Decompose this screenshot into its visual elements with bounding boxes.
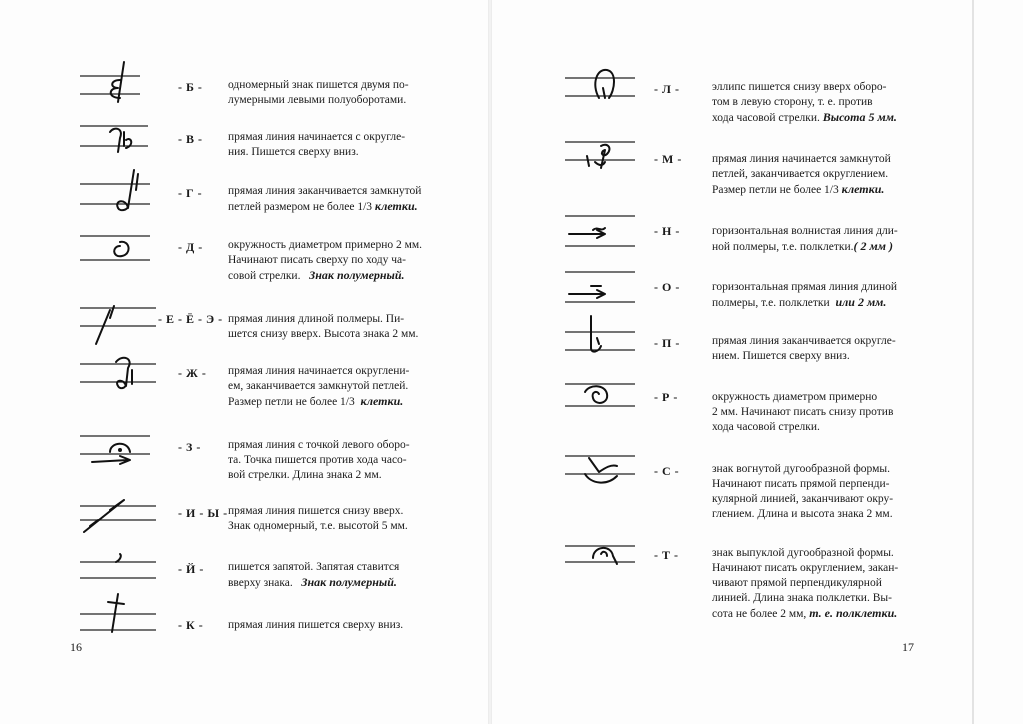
desc-k: прямая линия пишется сверху вниз. <box>228 619 404 631</box>
desc-r: окружность диаметром примерно 2 мм. Начинают писать снизу против хода часовой стрелки. <box>712 391 894 433</box>
letter-l: - Л - <box>654 82 680 96</box>
desc-i: прямая линия пишется снизу вверх. Знак одномерный, т.е. высотой 5 мм. <box>228 505 408 532</box>
letter-d: - Д - <box>178 240 203 254</box>
letter-k: - К - <box>178 618 204 632</box>
letter-g: - Г - <box>178 186 203 200</box>
sign-i <box>80 496 170 540</box>
sign-b <box>80 62 170 106</box>
desc-v: прямая линия начинается с округле- ния. Пишется сверху вниз. <box>228 131 406 158</box>
desc-s: знак вогнутой дугообразной формы. Начинают писать прямой перпенди- кулярной линией, заканчивают окру- глением. Длина и высота знака 2 мм. <box>712 463 894 520</box>
sign-t <box>565 534 655 578</box>
desc-d: окружность диаметром примерно 2 мм. Начинают писать сверху по ходу ча- совой стрелки. Знак полумерный. <box>228 239 423 282</box>
letter-r: - Р - <box>654 390 678 404</box>
sign-p <box>565 314 655 358</box>
sign-d <box>80 230 170 274</box>
letter-m: - М - <box>654 152 682 166</box>
desc-b: одномерный знак пишется двумя по- лумерными левыми полуоборотами. <box>228 79 409 106</box>
letter-s: - С - <box>654 464 680 478</box>
letter-t: - Т - <box>654 548 679 562</box>
desc-y: пишется запятой. Запятая ставится вверху знака. Знак полумерный. <box>228 561 400 589</box>
page-edge <box>972 0 974 724</box>
sign-z <box>80 430 170 474</box>
page-number-left: 16 <box>70 640 82 654</box>
sign-s <box>565 450 655 494</box>
letter-o: - О - <box>654 280 680 294</box>
sign-g <box>80 170 170 214</box>
sign-l <box>565 64 655 108</box>
sign-zh <box>80 352 170 396</box>
desc-g: прямая линия заканчивается замкнутой петлей размером не более 1/3 клетки. <box>228 185 422 213</box>
desc-e: прямая линия длиной полмеры. Пи- шется снизу вверх. Высота знака 2 мм. <box>228 313 419 340</box>
sign-o <box>565 266 655 310</box>
desc-z: прямая линия с точкой левого оборо- та. Точка пишется против хода часо- вой стрелки. Длина знака 2 мм. <box>228 439 410 481</box>
sign-y <box>80 550 170 594</box>
desc-l: эллипс пишется снизу вверх оборо- том в левую сторону, т. е. против хода часовой стрелки. Высота 5 мм. <box>712 81 897 124</box>
desc-n: горизонтальная волнистая линия дли- ной полмеры, т.е. полклетки.( 2 мм ) <box>712 225 898 253</box>
letter-z: - З - <box>178 440 201 454</box>
letter-i: - И - Ы - <box>178 506 228 520</box>
sign-e <box>80 300 170 344</box>
sign-m <box>565 136 655 180</box>
left-page <box>0 0 490 724</box>
desc-m: прямая линия начинается замкнутой петлей, заканчивается округлением. Размер петли не более 1/3 клетки. <box>712 153 891 196</box>
page-number-right: 17 <box>902 640 914 654</box>
sign-n <box>565 210 655 254</box>
sign-k <box>80 594 170 638</box>
letter-v: - В - <box>178 132 203 146</box>
letter-y: - Й - <box>178 562 204 576</box>
letter-n: - Н - <box>654 224 680 238</box>
letter-e: - Е - Ё - Э - <box>158 312 223 326</box>
letter-zh: - Ж - <box>178 366 207 380</box>
desc-p: прямая линия заканчивается округле- нием. Пишется сверху вниз. <box>712 335 896 362</box>
sign-v <box>80 116 170 160</box>
desc-o: горизонтальная прямая линия длиной полмеры, т.е. полклетки или 2 мм. <box>712 281 898 309</box>
desc-zh: прямая линия начинается округлени- ем, заканчивается замкнутой петлей. Размер петли не более 1/3 клетки. <box>228 365 410 408</box>
letter-b: - Б - <box>178 80 203 94</box>
sign-r <box>565 376 655 420</box>
desc-t: знак выпуклой дугообразной формы. Начинают писать округлением, закан- чивают прямой перпендикулярной линией. Длина знака полклетки. Вы- сота не более 2 мм, т. е. полклетки. <box>712 547 899 620</box>
letter-p: - П - <box>654 336 680 350</box>
